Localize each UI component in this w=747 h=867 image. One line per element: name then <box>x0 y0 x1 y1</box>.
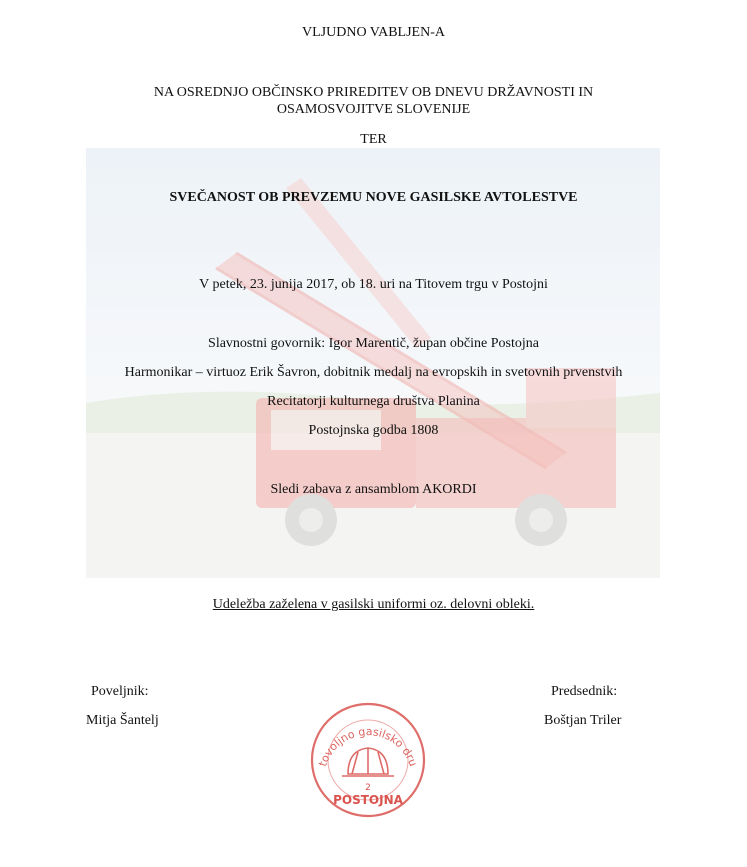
program-item: Recitatorji kulturnega društva Planina <box>267 394 480 409</box>
program-item: Slavnostni govornik: Igor Marentič, župan občine Postojna <box>208 336 539 351</box>
stamp-arc-text: tovoljno gasilsko dru <box>316 725 420 769</box>
event-title-line-1: NA OSREDNJO OBČINSKO PRIREDITEV OB DNEVU DRŽAVNOSTI IN <box>153 85 594 100</box>
date-and-place: V petek, 23. junija 2017, ob 18. uri na Titovem trgu v Postojni <box>199 277 548 292</box>
commander-name: Mitja Šantelj <box>86 713 159 728</box>
commander-title: Poveljnik: <box>91 684 149 699</box>
stamp-seal-icon <box>308 700 428 820</box>
ceremony-title: SVEČANOST OB PREVZEMU NOVE GASILSKE AVTOLESTVE <box>169 190 578 205</box>
entertainment: Sledi zabava z ansamblom AKORDI <box>270 482 477 497</box>
conjunction: TER <box>360 132 387 147</box>
president-title: Predsednik: <box>551 684 618 699</box>
invitation-heading: VLJUDNO VABLJEN-A <box>302 25 445 40</box>
president-name: Boštjan Triler <box>544 713 622 728</box>
stamp-number: 2 <box>365 783 371 793</box>
fire-brigade-stamp <box>308 700 428 820</box>
program-item: Harmonikar – virtuoz Erik Šavron, dobitnik medalj na evropskih in svetovnih prvenstvih <box>124 365 623 380</box>
program-item: Postojnska godba 1808 <box>308 423 439 438</box>
event-title-line-2: OSAMOSVOJITVE SLOVENIJE <box>276 102 471 117</box>
dress-code: Udeležba zaželena v gasilski uniformi oz. delovni obleki. <box>212 597 535 612</box>
fire-truck-illustration <box>86 148 660 578</box>
stamp-city: POSTOJNA <box>333 793 403 807</box>
svg-text:Prostovoljno gasilsko društvo <box>308 700 420 768</box>
fire-truck-photo <box>86 148 660 578</box>
